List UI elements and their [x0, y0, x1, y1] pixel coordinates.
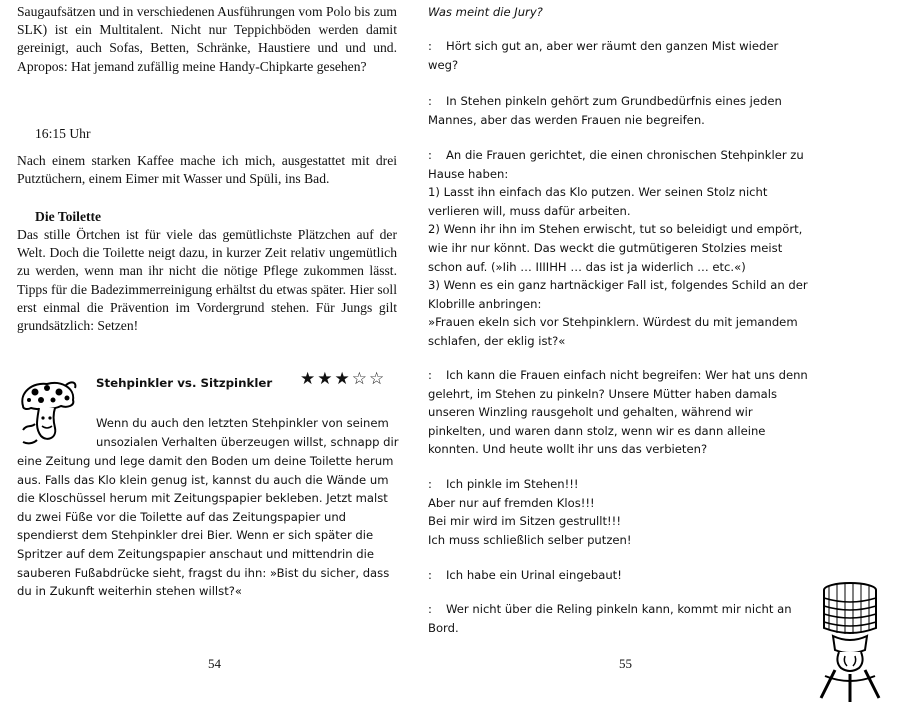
opinion-colon: : — [428, 94, 432, 108]
jury-opinion — [428, 566, 808, 585]
left-page — [0, 0, 420, 710]
toilet-heading: Die Toilette — [35, 209, 102, 224]
opinion-line: »Frauen ekeln sich vor Stehpinklern. Würdest du mit jemandem schlafen, der eklig ist?« — [428, 315, 798, 348]
page-number-right: 55 — [619, 656, 632, 671]
camping-stove-icon — [815, 580, 885, 705]
opinion-line: Ich pinkle im Stehen!!! — [446, 477, 579, 491]
opinion-line: Bei mir wird im Sitzen gestrullt!!! — [428, 514, 621, 529]
jury-opinion — [428, 475, 808, 549]
jury-opinion — [428, 600, 808, 637]
jury-opinion — [428, 92, 808, 129]
opinion-line: Ich habe ein Urinal eingebaut! — [446, 568, 622, 582]
jury-title: Was meint die Jury? — [428, 5, 543, 19]
opinion-line: In Stehen pinkeln gehört zum Grundbedürfnis eines jeden Mannes, aber das werden Frauen nie begreifen. — [428, 94, 782, 127]
toilet-paragraph: Das stille Örtchen ist für viele das gemütlichste Plätzchen auf der Welt. Doch die Toilette neigt dazu, in kurzer Zeit relativ ungemütlich zu werden, wenn man ihr nicht die nötige Pflege zukommen lässt. Tipps für die Badezimmerreinigung erhältst du etwas später. Hier soll erst einmal die Prävention im Vordergrund stehen. Für Jungs gilt grundsätzlich: Setzen! — [17, 227, 397, 334]
opinion-line: Aber nur auf fremden Klos!!! — [428, 495, 595, 510]
opinion-colon: : — [428, 368, 432, 382]
jury-opinion — [428, 146, 808, 351]
opinion-colon: : — [428, 477, 432, 491]
opinion-line: Wer nicht über die Reling pinkeln kann, kommt mir nicht an Bord. — [428, 602, 792, 635]
opinion-colon: : — [428, 148, 432, 162]
jury-opinion — [428, 37, 808, 74]
opinion-line: Ich kann die Frauen einfach nicht begreifen: Wer hat uns denn gelehrt, im Stehen zu pinkeln? Unsere Mütter haben damals unseren Winzling rausgeholt und gehalten, während wir pinkelten, und waren dann stolz, wenn wir es dann alleine konnten. Und heute wollt ihr uns das verbieten? — [428, 368, 808, 457]
box-text-intro: Wenn du auch den letzten Stehpinkler von seinem unsozialen Verhalten überzeugen willst, schnapp dir — [96, 416, 399, 449]
time-heading: 16:15 Uhr — [35, 126, 91, 141]
opinion-colon: : — [428, 568, 432, 582]
opinion-line: 2) Wenn ihr ihn im Stehen erwischt, tut so beleidigt und empört, wie ihr nur könnt. Das weckt die gutmütigeren Stolzies meist schon auf. (»Iih … IIIIHH … das ist ja widerlich … etc.«) — [428, 222, 803, 274]
jury-opinion — [428, 366, 808, 459]
opinion-colon: : — [428, 602, 432, 616]
opinion-colon: : — [428, 39, 432, 53]
box-title: Stehpinkler vs. Sitzpinkler — [96, 376, 273, 390]
intro-paragraph: Saugaufsätzen und in verschiedenen Ausführungen vom Polo bis zum SLK) ist ein Multitalent. Nicht nur Teppichböden werden damit gereinigt, auch Sofas, Betten, Schränke, Haustiere und und und. Apropos: Hat jemand zufällig meine Handy-Chipkarte gesehen? — [17, 4, 397, 74]
coffee-paragraph: Nach einem starken Kaffee mache ich mich, ausgestattet mit drei Putztüchern, einem Eimer mit Wasser und Spüli, ins Bad. — [17, 153, 397, 187]
opinion-line: Ich muss schließlich selber putzen! — [428, 532, 632, 547]
opinion-line: An die Frauen gerichtet, die einen chronischen Stehpinkler zu Hause haben: — [428, 148, 804, 181]
opinion-line: 1) Lasst ihn einfach das Klo putzen. Wer seinen Stolz nicht verlieren will, muss dafür arbeiten. — [428, 185, 768, 218]
opinion-line: Hört sich gut an, aber wer räumt den ganzen Mist wieder weg? — [428, 39, 779, 72]
opinion-line: 3) Wenn es ein ganz hartnäckiger Fall ist, folgendes Schild an der Klobrille anbringen: — [428, 278, 808, 311]
rating-stars: ★★★☆☆ — [300, 369, 387, 389]
mushroom-mascot-icon — [17, 378, 79, 446]
box-text-body: eine Zeitung und lege damit den Boden um deine Toilette herum aus. Falls das Klo klein genug ist, kannst du auch die Wände um die Kloschüssel herum mit Zeitungspapier bekleben. Jetzt malst du zwei Füße vor die Toilette auf das Zeitungspapier und spendierst dem Stehpinkler drei Bier. Wenn er sich später die Spritzer auf dem Zeitungspapier anschaut und mittendrin die sauberen Fußabdrücke sieht, fragst du ihn: »Bist du sicher, dass du in Zukunft weiterhin stehen willst?« — [17, 454, 394, 599]
page-number-left: 54 — [208, 656, 221, 671]
